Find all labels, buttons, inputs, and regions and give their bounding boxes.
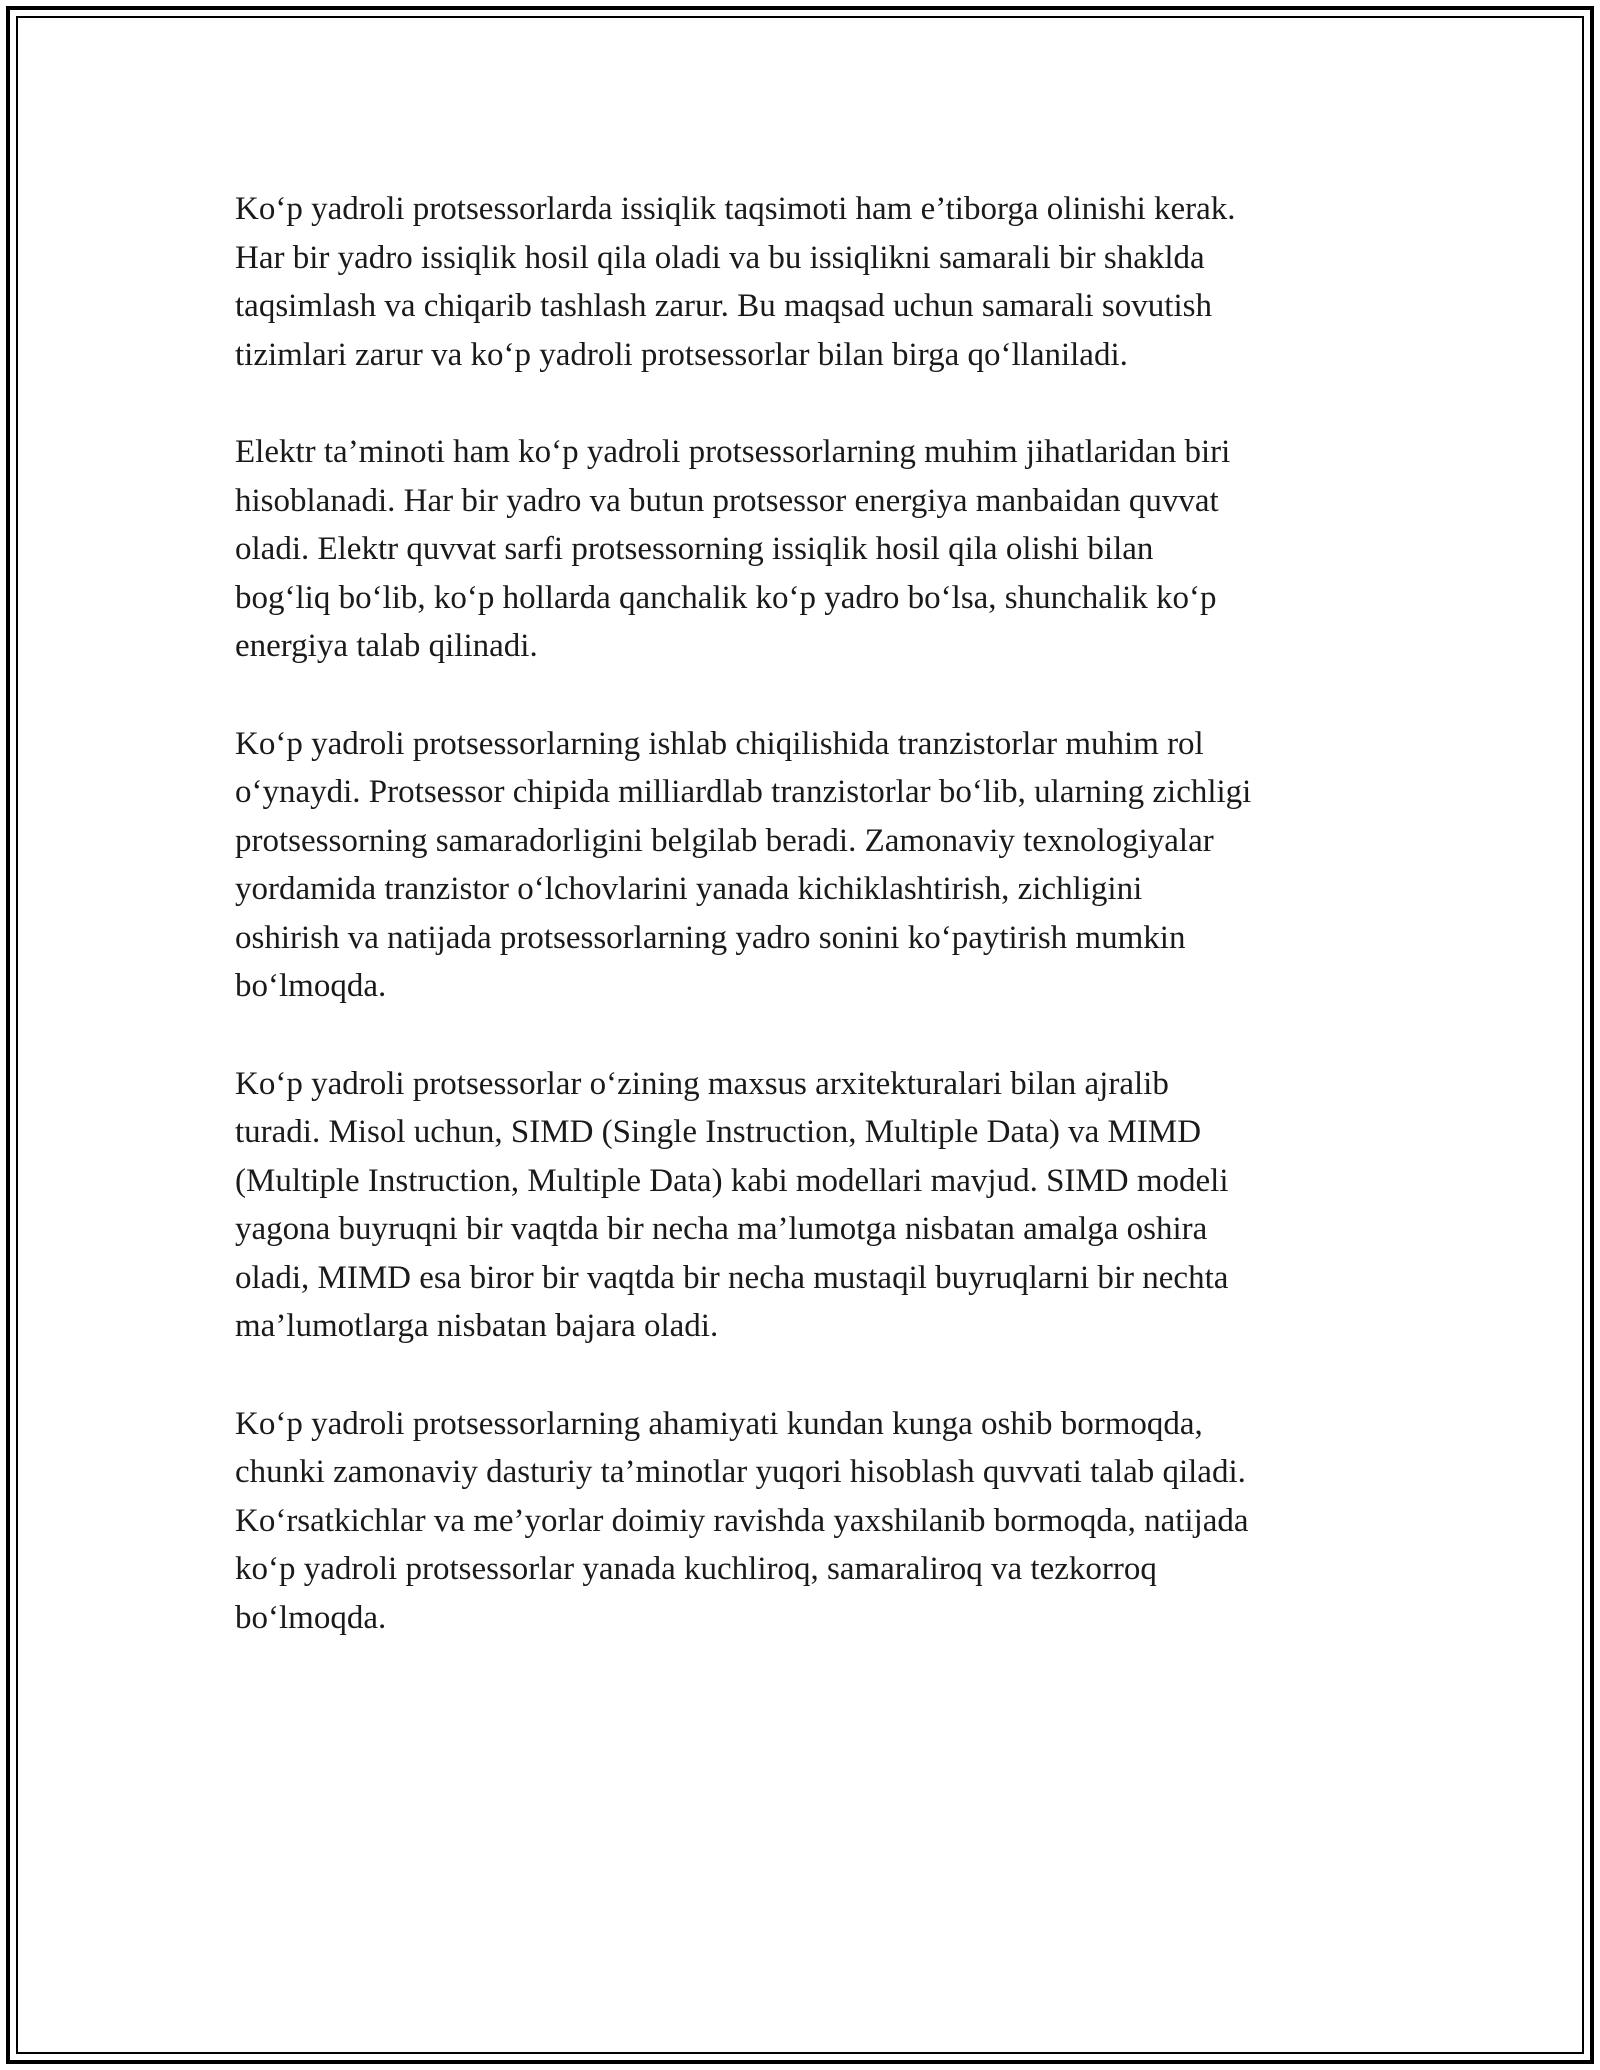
paragraph-architectures (235, 1060, 1385, 1351)
text-line: oladi. Elektr quvvat sarfi protsessorning issiqlik hosil qila olishi bilan (235, 531, 1154, 567)
text-line: o‘ynaydi. Protsessor chipida milliardlab tranzistorlar bo‘lib, ularning zichligi (235, 774, 1252, 810)
document-body (235, 185, 1385, 1691)
text-line: bo‘lmoqda. (235, 968, 387, 1004)
paragraph-transistors (235, 720, 1385, 1011)
text-line: yagona buyruqni bir vaqtda bir necha ma’lumotga nisbatan amalga oshira (235, 1211, 1208, 1247)
text-line: Ko‘p yadroli protsessorlarda issiqlik taqsimoti ham e’tiborga olinishi kerak. (235, 191, 1236, 227)
text-line: energiya talab qilinadi. (235, 628, 538, 664)
text-line: turadi. Misol uchun, SIMD (Single Instruction, Multiple Data) va MIMD (235, 1114, 1202, 1150)
text-line: taqsimlash va chiqarib tashlash zarur. Bu maqsad uchun samarali sovutish (235, 288, 1212, 324)
text-line: ma’lumotlarga nisbatan bajara oladi. (235, 1308, 719, 1344)
text-line: tizimlari zarur va ko‘p yadroli protsessorlar bilan birga qo‘llaniladi. (235, 336, 1128, 373)
text-line: Ko‘p yadroli protsessorlarning ishlab chiqilishida tranzistorlar muhim rol (235, 725, 1204, 762)
paragraph-power-supply (235, 428, 1385, 671)
text-line: oladi, MIMD esa biror bir vaqtda bir necha mustaqil buyruqlarni bir nechta (235, 1259, 1229, 1296)
text-line: Ko‘p yadroli protsessorlar o‘zining maxsus arxitekturalari bilan ajralib (235, 1065, 1169, 1102)
text-line: yordamida tranzistor o‘lchovlarini yanada kichiklashtirish, zichligini (235, 871, 1143, 907)
paragraph-importance (235, 1400, 1385, 1643)
text-line: bog‘liq bo‘lib, ko‘p hollarda qanchalik ko‘p yadro bo‘lsa, shunchalik ko‘p (235, 579, 1217, 616)
text-line: chunki zamonaviy dasturiy ta’minotlar yuqori hisoblash quvvati talab qiladi. (235, 1454, 1246, 1490)
text-line: protsessorning samaradorligini belgilab beradi. Zamonaviy texnologiyalar (235, 822, 1214, 859)
text-line: Har bir yadro issiqlik hosil qila oladi va bu issiqlikni samarali bir shaklda (235, 239, 1205, 276)
text-line: (Multiple Instruction, Multiple Data) kabi modellari mavjud. SIMD modeli (235, 1162, 1229, 1199)
text-line: ko‘p yadroli protsessorlar yanada kuchliroq, samaraliroq va tezkorroq (235, 1551, 1157, 1587)
text-line: oshirish va natijada protsessorlarning yadro sonini ko‘paytirish mumkin (235, 919, 1186, 956)
text-line: bo‘lmoqda. (235, 1599, 387, 1636)
text-line: Ko‘p yadroli protsessorlarning ahamiyati kundan kunga oshib bormoqda, (235, 1405, 1203, 1442)
text-line: Elektr ta’minoti ham ko‘p yadroli protsessorlarning muhim jihatlaridan biri (235, 434, 1231, 470)
text-line: hisoblanadi. Har bir yadro va butun protsessor energiya manbaidan quvvat (235, 482, 1219, 519)
paragraph-heat-distribution (235, 185, 1385, 379)
text-line: Ko‘rsatkichlar va me’yorlar doimiy ravishda yaxshilanib bormoqda, natijada (235, 1502, 1249, 1539)
